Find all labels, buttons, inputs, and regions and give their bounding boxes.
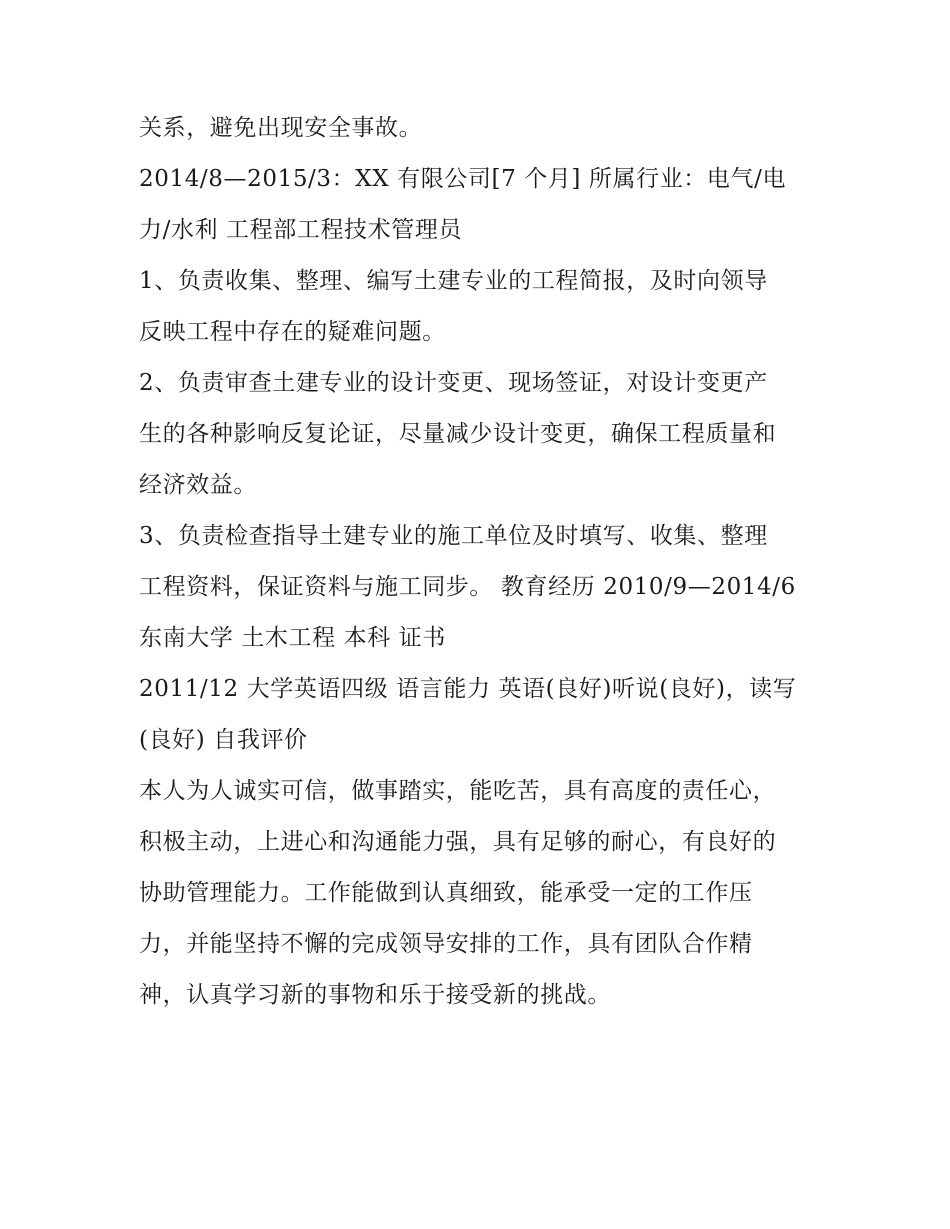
text-line: 力，并能坚持不懈的完成领导安排的工作，具有团队合作精	[139, 931, 753, 957]
text-line: 反映工程中存在的疑难问题。	[139, 319, 446, 345]
text-line: 力/水利 工程部工程技术管理员	[139, 217, 463, 243]
text-line: 协助管理能力。工作能做到认真细致，能承受一定的工作压	[139, 880, 753, 906]
text-line: 2014/8—2015/3：XX 有限公司[7 个月] 所属行业：电气/电	[139, 166, 787, 192]
text-line: 经济效益。	[139, 472, 257, 498]
text-line: 1、负责收集、整理、编写土建专业的工程简报，及时向领导	[139, 268, 768, 294]
text-line: 工程资料，保证资料与施工同步。 教育经历 2010/9—2014/6	[139, 574, 796, 600]
text-line: 2011/12 大学英语四级 语言能力 英语(良好)听说(良好)，读写	[139, 676, 797, 702]
text-line: 3、负责检查指导土建专业的施工单位及时填写、收集、整理	[139, 523, 768, 549]
text-line: 2、负责审查土建专业的设计变更、现场签证，对设计变更产	[139, 370, 768, 396]
text-line: 本人为人诚实可信，做事踏实，能吃苦，具有高度的责任心，	[139, 778, 777, 804]
text-line: 东南大学 土木工程 本科 证书	[139, 625, 446, 651]
text-line: 积极主动，上进心和沟通能力强，具有足够的耐心，有良好的	[139, 829, 777, 855]
text-line: 关系，避免出现安全事故。	[139, 115, 423, 141]
text-line: 神，认真学习新的事物和乐于接受新的挑战。	[139, 982, 611, 1008]
text-line: 生的各种影响反复论证，尽量减少设计变更，确保工程质量和	[139, 421, 777, 447]
text-line: (良好) 自我评价	[139, 727, 308, 753]
